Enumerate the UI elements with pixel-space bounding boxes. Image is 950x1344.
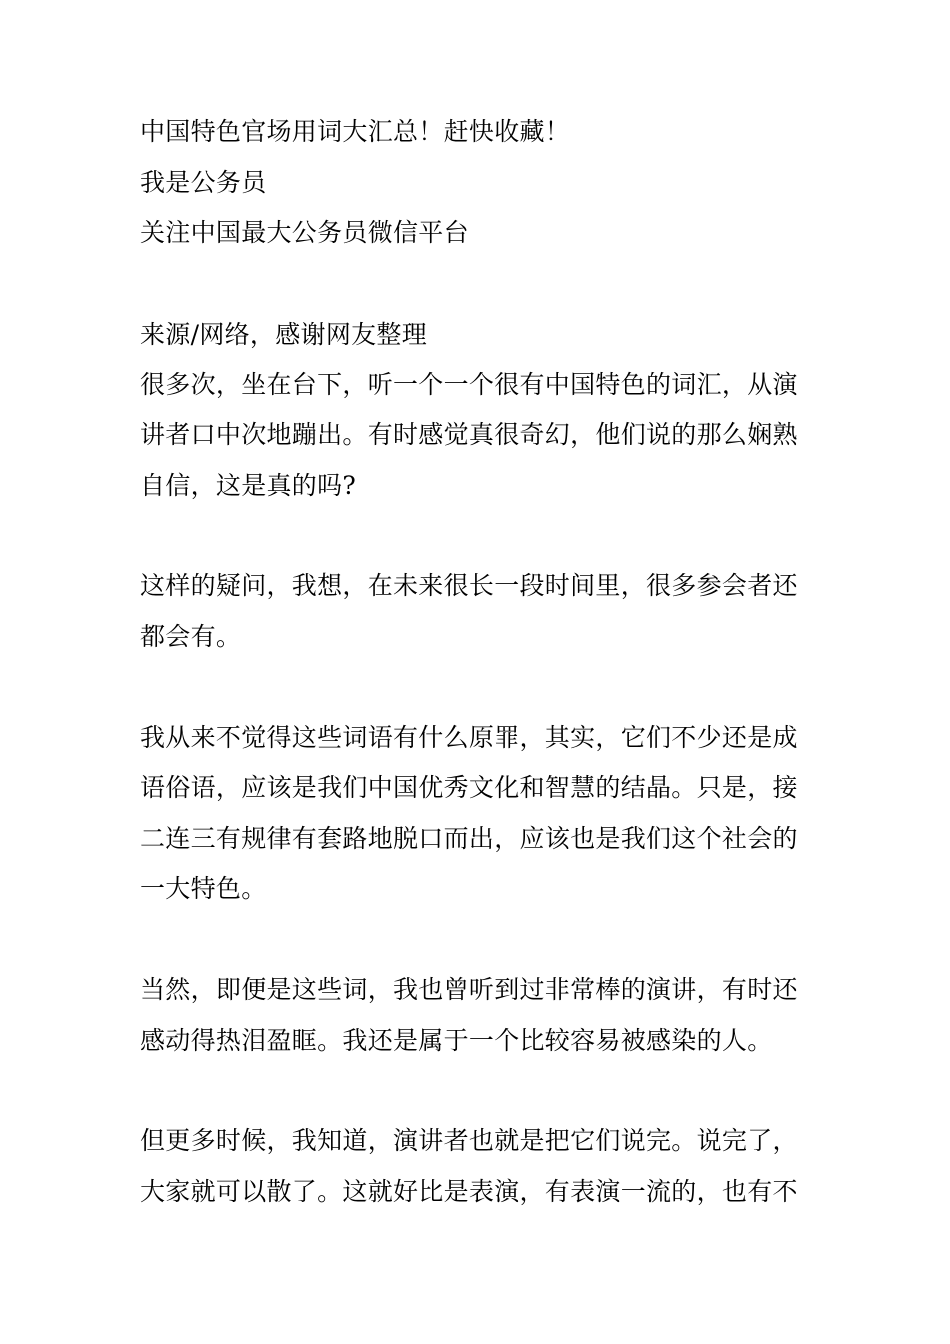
account-name: 我是公务员 xyxy=(140,168,267,197)
account-tagline: 关注中国最大公务员微信平台 xyxy=(140,218,469,247)
paragraph-line: 讲者口中次地蹦出。有时感觉真很奇幻，他们说的那么娴熟 xyxy=(140,420,798,449)
paragraph-line: 这样的疑问，我想，在未来很长一段时间里，很多参会者还 xyxy=(140,571,798,600)
paragraph-line: 大家就可以散了。这就好比是表演，有表演一流的，也有不 xyxy=(140,1177,798,1206)
paragraph-line: 感动得热泪盈眶。我还是属于一个比较容易被感染的人。 xyxy=(140,1026,773,1055)
paragraph-line: 都会有。 xyxy=(140,622,242,651)
article-title: 中国特色官场用词大汇总！赶快收藏！ xyxy=(140,117,571,146)
source-line: 来源/网络，感谢网友整理 xyxy=(140,320,428,349)
paragraph-line: 很多次，坐在台下，听一个一个很有中国特色的词汇，从演 xyxy=(140,370,798,399)
paragraph-line: 但更多时候，我知道，演讲者也就是把它们说完。说完了， xyxy=(140,1126,798,1155)
paragraph-line: 一大特色。 xyxy=(140,874,267,903)
paragraph-line: 二连三有规律有套路地脱口而出，应该也是我们这个社会的 xyxy=(140,824,798,853)
paragraph-line: 我从来不觉得这些词语有什么原罪，其实，它们不少还是成 xyxy=(140,723,798,752)
paragraph-line: 语俗语，应该是我们中国优秀文化和智慧的结晶。只是，接 xyxy=(140,773,798,802)
paragraph-line: 当然，即便是这些词，我也曾听到过非常棒的演讲，有时还 xyxy=(140,975,798,1004)
paragraph-line: 自信，这是真的吗? xyxy=(140,471,357,500)
